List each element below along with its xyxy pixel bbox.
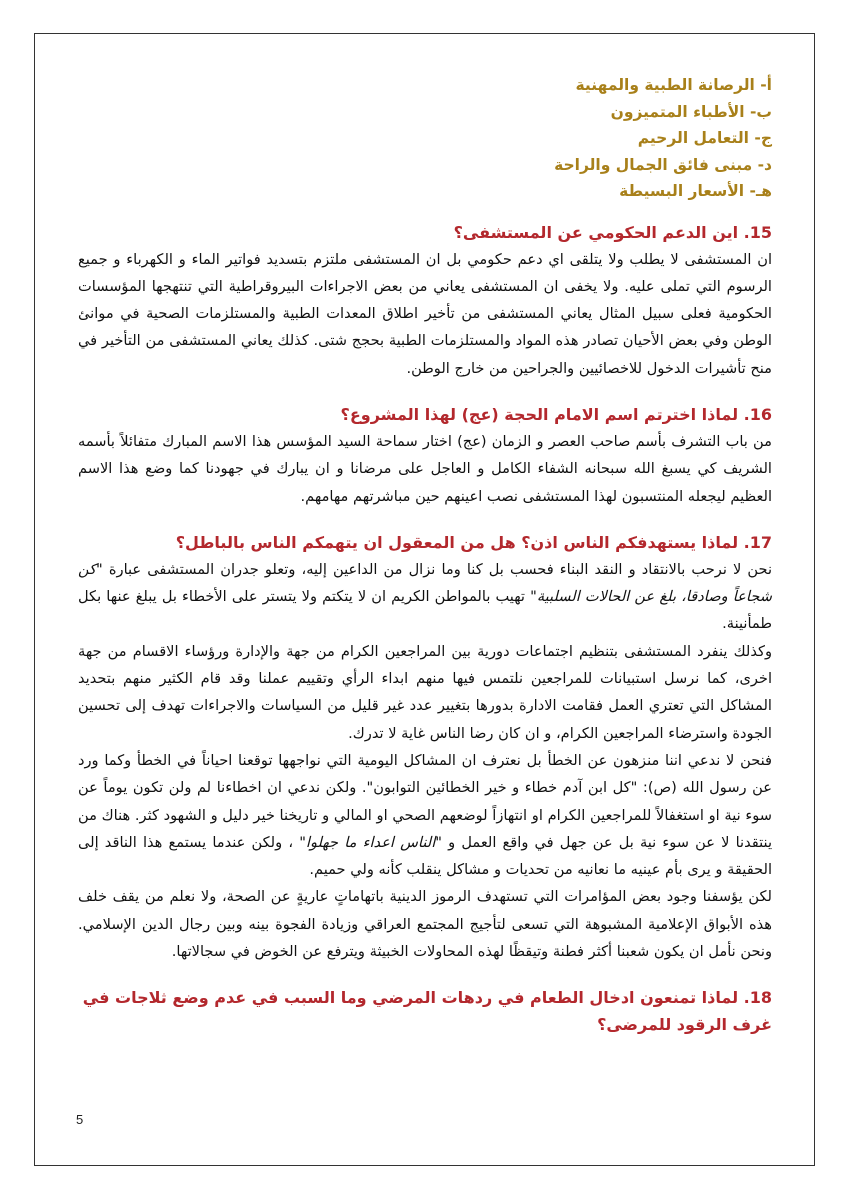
list-item: ب- الأطباء المتميزون <box>610 102 772 121</box>
question-15 <box>78 219 772 382</box>
question-17-paragraph-1 <box>78 556 772 638</box>
page-number: 5 <box>76 1112 84 1127</box>
paragraph-text: فنحن لا ندعي اننا منزهون عن الخطأ بل نعترف ان المشاكل اليومية التي نواجهها توقعنا احياناً في الخطأ وكما ورد عن رسول الله (ص): "كل ابن آدم خطاء و خير الخطائين التوابون". ولكن ندعي ان اخطاءنا لم ولن تكون يوماً عن سوء نية او استغفالاً للمراجعين الكرام او انتهازاً لوضعهم الصحي او المالي و تاريخنا خير دليل و الشهود كثر. هناك من ينتقدنا لا عن سوء نية بل عن جهل في واقع العمل و <box>78 751 773 851</box>
proverb-quote: "الناس اعداء ما جهلوا" <box>299 833 442 851</box>
question-17-title: 17. لماذا يستهدفكم الناس اذن؟ هل من المعقول ان يتهمكم الناس بالباطل؟ <box>175 532 772 552</box>
question-16 <box>78 401 772 510</box>
list-item: أ- الرصانة الطبية والمهنية <box>575 76 772 94</box>
question-16-answer: من باب التشرف بأسم صاحب العصر و الزمان (عج) اختار سماحة السيد المؤسس هذا الاسم المبارك متفائلاً بأسمه الشريف كي يسبغ الله سبحانه الشفاء الكامل و العاجل على مرضانا و ان يبارك في جهودنا كما وضع هذا الاسم العظيم ليجعله المنتسبون لهذا المستشفى نصب اعينهم حين مباشرتهم مهامهم. <box>78 432 772 505</box>
question-17-paragraph-3 <box>78 747 772 883</box>
document-body <box>78 72 772 1057</box>
features-list <box>78 72 772 205</box>
slogan-quote: "كن شجاعاً وصادقا، بلغ عن الحالات السلبية" <box>78 560 772 606</box>
question-15-answer: ان المستشفى لا يطلب ولا يتلقى اي دعم حكومي بل ان المستشفى ملتزم بتسديد فواتير الماء و الكهرباء و جميع الرسوم التي تملى عليه. ولا يخفى ان المستشفى يعاني من بعض الاجراءات البيروقراطية التي تنتهجها المؤسسات الحكومية فعلى سبيل المثال يعاني المستشفى من تأخير اطلاق المعدات الطبية والمستلزمات الصحية في موانئ الوطن وفي بعض الأحيان تصادر هذه المواد والمستلزمات الطبية بحجج شتى. كذلك يعاني المستشفى من التأخير في منح تأشيرات الدخول للاخصائيين والجراحين من خارج الوطن. <box>78 250 772 377</box>
question-18-title: 18. لماذا تمنعون ادخال الطعام في ردهات المرضي وما السبب في عدم وضع ثلاجات في غرف الرقود للمرضى؟ <box>82 988 772 1035</box>
list-item: ج- التعامل الرحيم <box>637 129 772 147</box>
paragraph-text: نحن لا نرحب بالانتقاد و النقد البناء فحسب بل كنا وما نزال من الداعين إليه، وتعلو جدران المستشفى عبارة <box>108 560 773 578</box>
list-item: د- مبنى فائق الجمال والراحة <box>554 155 772 174</box>
question-17 <box>78 529 772 965</box>
question-17-paragraph-4: لكن يؤسفنا وجود بعض المؤامرات التي تستهدف الرموز الدينية باتهاماتٍ عاريةٍ عن الصحة، ولا نعلم من يقف خلف هذه الأبواق الإعلامية المشبوهة التي تسعى لتأجيج المجتمع العراقي وزيادة الفجوة بينه وبين رجال الدين الإسلامي. ونحن نأمل ان يكون شعبنا أكثر فطنة وتيقظًا لهذه المحاولات الخبيثة ويترفع عن الخوض في سجالاتها. <box>78 888 772 961</box>
paragraph-text: ، ولكن عندما يستمع هذا الناقد إلى الحقيقة و يرى بأم عينيه ما نعانيه من تحديات و مشاكل ينقلب كأنه ولي حميم. <box>78 833 772 879</box>
paragraph-text: تهيب بالمواطن الكريم ان لا يتكتم ولا يتستر على الأخطاء بل يبلغ عنها بكل طمأنينة. <box>78 588 772 633</box>
list-item: هـ- الأسعار البسيطة <box>619 182 772 200</box>
question-15-title: 15. اين الدعم الحكومي عن المستشفى؟ <box>453 222 772 242</box>
question-17-paragraph-2: وكذلك ينفرد المستشفى بتنظيم اجتماعات دورية بين المراجعين الكرام من جهة والإدارة ورؤساء الاقسام من جهة اخرى، كما نرسل استبيانات للمراجعين نلتمس فيها منهم ابداء الرأي وتقييم عملنا وقد قام الكثير منهم بتحديد المشاكل التي تعتري العمل فقامت الادارة بدورها بتغيير عدد غير قليل من السياسات والاجراءات تهدف إلى تحسين الجودة واسترضاء المراجعين الكرام، و ان كان رضا الناس غاية لا تدرك. <box>78 642 772 742</box>
question-16-title: 16. لماذا اخترتم اسم الامام الحجة (عج) لهذا المشروع؟ <box>340 404 772 424</box>
question-18 <box>78 984 772 1038</box>
